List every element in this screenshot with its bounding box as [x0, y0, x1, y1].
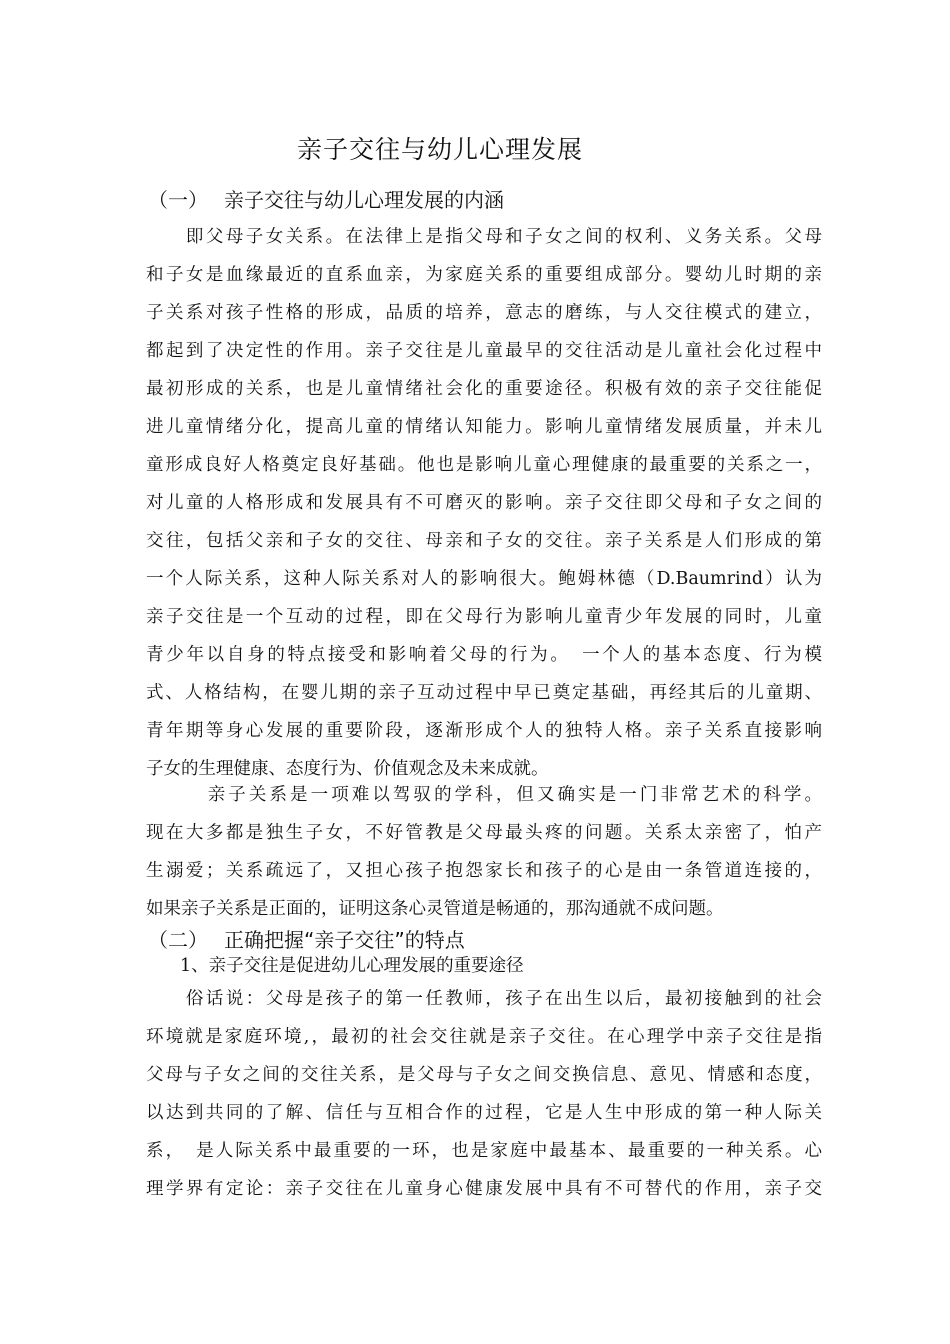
- text-line: 以达到共同的了解、信任与互相合作的过程，它是人生中形成的第一种人际关: [146, 1103, 822, 1123]
- text-line: 父母与子女之间的交往关系，是父母与子女之间交换信息、意见、情感和态度，: [146, 1065, 822, 1085]
- text-line: 和子女是血缘最近的直系血亲，为家庭关系的重要组成部分。婴幼儿时期的亲: [146, 265, 822, 285]
- section-2-number: （二）: [148, 928, 208, 952]
- text-line: 式、人格结构，在婴儿期的亲子互动过程中早已奠定基础，再经其后的儿童期、: [146, 683, 822, 703]
- text-line: 现在大多都是独生子女，不好管教是父母最头疼的问题。关系太亲密了，怕产: [146, 823, 822, 843]
- document-title: 亲子交往与幼儿心理发展: [296, 135, 583, 164]
- section-1-paragraph-2: [146, 776, 822, 928]
- text-line: 童形成良好人格奠定良好基础。他也是影响儿童心理健康的最重要的关系之一，: [146, 455, 822, 475]
- text-line: 青少年以自身的特点接受和影响着父母的行为。 一个人的基本态度、行为模: [146, 645, 822, 665]
- text-line: 一个人际关系，这种人际关系对人的影响很大。鲍姆林德（D.Baumrind）认为: [146, 569, 822, 589]
- section-1-heading: [148, 186, 504, 214]
- text-line: 理学界有定论：亲子交往在儿童身心健康发展中具有不可替代的作用，亲子交: [146, 1179, 822, 1199]
- text-line: 环境就是家庭环境,，最初的社会交往就是亲子交往。在心理学中亲子交往是指: [146, 1027, 822, 1047]
- text-line: 亲子交往是一个互动的过程，即在父母行为影响儿童青少年发展的同时，儿童: [146, 607, 822, 627]
- text-line: 对儿童的人格形成和发展具有不可磨灭的影响。亲子交往即父母和子女之间的: [146, 493, 822, 513]
- text-line: 生溺爱；关系疏远了，又担心孩子抱怨家长和孩子的心是由一条管道连接的，: [146, 861, 822, 881]
- section-2-title: 正确把握“亲子交往”的特点: [224, 928, 465, 952]
- section-2-heading: [148, 926, 465, 954]
- section-1-paragraph-1: [146, 218, 822, 788]
- text-line: 进儿童情绪分化，提高儿童的情绪认知能力。影响儿童情绪发展质量，并未儿: [146, 417, 822, 437]
- text-line: 系， 是人际关系中最重要的一环，也是家庭中最基本、最重要的一种关系。心: [146, 1141, 822, 1161]
- text-line: 交往，包括父亲和子女的交往、母亲和子女的交往。亲子关系是人们形成的第: [146, 531, 822, 551]
- text-line: 俗话说：父母是孩子的第一任教师，孩子在出生以后，最初接触到的社会: [146, 989, 822, 1009]
- text-line: 亲子关系是一项难以驾驭的学科，但又确实是一门非常艺术的科学。: [146, 785, 822, 805]
- text-line: 都起到了决定性的作用。亲子交往是儿童最早的交往活动是儿童社会化过程中: [146, 341, 822, 361]
- text-line: 最初形成的关系，也是儿童情绪社会化的重要途径。积极有效的亲子交往能促: [146, 379, 822, 399]
- text-line: 子女的生理健康、态度行为、价值观念及未来成就。: [146, 759, 549, 779]
- text-line: 青年期等身心发展的重要阶段，逐渐形成个人的独特人格。亲子关系直接影响: [146, 721, 822, 741]
- text-line: 如果亲子关系是正面的，证明这条心灵管道是畅通的，那沟通就不成问题。: [146, 899, 724, 919]
- section-1-number: （一）: [148, 188, 208, 212]
- text-line: 子关系对孩子性格的形成，品质的培养，意志的磨练，与人交往模式的建立，: [146, 303, 822, 323]
- section-1-title: 亲子交往与幼儿心理发展的内涵: [224, 188, 504, 212]
- section-2-subheading: 1、亲子交往是促进幼儿心理发展的重要途径: [180, 956, 524, 976]
- text-line: 即父母子女关系。在法律上是指父母和子女之间的权利、义务关系。父母: [146, 227, 822, 247]
- section-2-paragraph: [146, 980, 822, 1208]
